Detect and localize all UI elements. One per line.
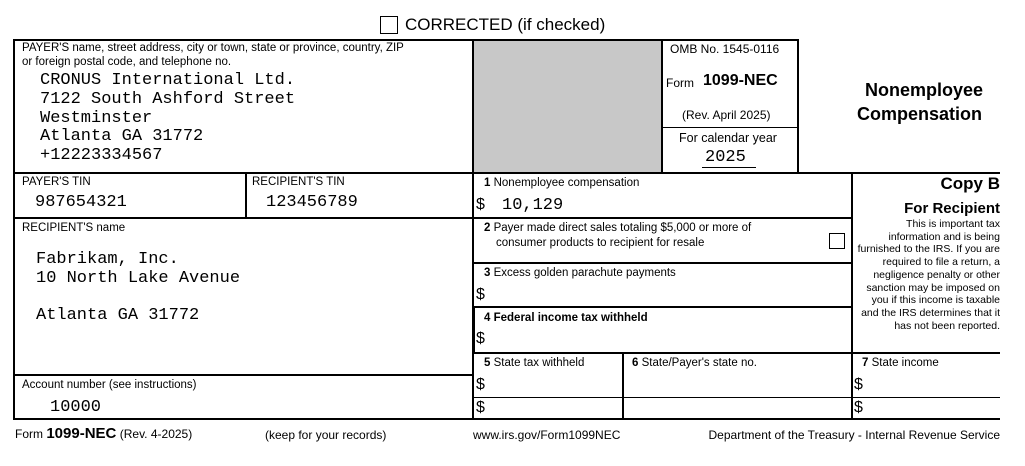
payer-name[interactable]: CRONUS International Ltd. bbox=[40, 71, 296, 90]
form-title-line1: Nonemployee bbox=[865, 80, 984, 100]
payer-label-line2: or foreign postal code, and telephone no. bbox=[22, 56, 232, 68]
footer-keep: (keep for your records) bbox=[265, 428, 387, 442]
box2-label-line2: consumer products to recipient for resale bbox=[496, 237, 705, 249]
box5-label: 5 State tax withheld bbox=[484, 357, 585, 369]
form-title-line2: Compensation bbox=[857, 104, 983, 124]
box7-dollar-2: $ bbox=[854, 399, 863, 416]
recipient-name[interactable]: Fabrikam, Inc. bbox=[36, 250, 179, 269]
recipient-tin-label: RECIPIENT'S TIN bbox=[252, 176, 345, 188]
calendar-year[interactable]: 2025 bbox=[705, 148, 746, 167]
recipient-tin[interactable]: 123456789 bbox=[266, 193, 358, 212]
box7-label: 7 State income bbox=[862, 357, 939, 369]
corrected-checkbox[interactable] bbox=[380, 16, 398, 34]
account-number[interactable]: 10000 bbox=[50, 398, 102, 417]
copy-title: Copy B bbox=[940, 174, 1000, 193]
omb-number: OMB No. 1545-0116 bbox=[670, 42, 780, 56]
box1-value[interactable]: 10,129 bbox=[502, 196, 564, 215]
form-revision: (Rev. April 2025) bbox=[682, 108, 771, 122]
form-prefix: Form bbox=[666, 76, 694, 90]
copy-subtitle: For Recipient bbox=[904, 200, 1000, 217]
footer-form: Form 1099-NEC (Rev. 4-2025) bbox=[15, 425, 193, 442]
form-name: 1099-NEC bbox=[703, 72, 778, 89]
payer-tin-label: PAYER'S TIN bbox=[22, 176, 91, 188]
box6-label: 6 State/Payer's state no. bbox=[632, 357, 757, 369]
box1-label: 1 Nonemployee compensation bbox=[484, 177, 640, 189]
box3-dollar: $ bbox=[476, 286, 485, 303]
recipient-city-state-zip[interactable]: Atlanta GA 31772 bbox=[36, 306, 200, 325]
box4-label: 4 Federal income tax withheld bbox=[484, 312, 648, 324]
box1-dollar: $ bbox=[476, 196, 485, 213]
copy-notice: This is important tax information and is being furnished to the IRS. If you are required to file a return, a negligence penalty or other sanction may be imposed on you if this income is taxable and the IRS determines that it has not been reported. bbox=[857, 218, 1000, 332]
payer-label-line1: PAYER'S name, street address, city or town, state or province, country, ZIP bbox=[22, 42, 404, 54]
calendar-year-label: For calendar year bbox=[679, 131, 777, 145]
box4-dollar: $ bbox=[476, 330, 485, 347]
recipient-street[interactable]: 10 North Lake Avenue bbox=[36, 269, 241, 288]
box2-label: 2 Payer made direct sales totaling $5,000 or more of bbox=[484, 222, 752, 234]
box5-dollar-2: $ bbox=[476, 399, 485, 416]
payer-city[interactable]: Westminster bbox=[40, 109, 153, 128]
box2-checkbox[interactable] bbox=[829, 233, 845, 249]
payer-state-zip[interactable]: Atlanta GA 31772 bbox=[40, 127, 204, 146]
box7-dollar-1: $ bbox=[854, 376, 863, 393]
corrected-label: CORRECTED (if checked) bbox=[405, 15, 606, 34]
footer-dept: Department of the Treasury - Internal Revenue Service bbox=[708, 428, 1000, 442]
box3-label: 3 Excess golden parachute payments bbox=[484, 267, 676, 279]
recipient-name-label: RECIPIENT'S name bbox=[22, 222, 126, 234]
box5-dollar-1: $ bbox=[476, 376, 485, 393]
shaded-area bbox=[474, 41, 661, 172]
payer-tin[interactable]: 987654321 bbox=[35, 193, 127, 212]
payer-street[interactable]: 7122 South Ashford Street bbox=[40, 90, 296, 109]
account-label: Account number (see instructions) bbox=[22, 379, 197, 391]
footer-url[interactable]: www.irs.gov/Form1099NEC bbox=[473, 428, 621, 442]
payer-phone[interactable]: +12223334567 bbox=[40, 146, 163, 165]
